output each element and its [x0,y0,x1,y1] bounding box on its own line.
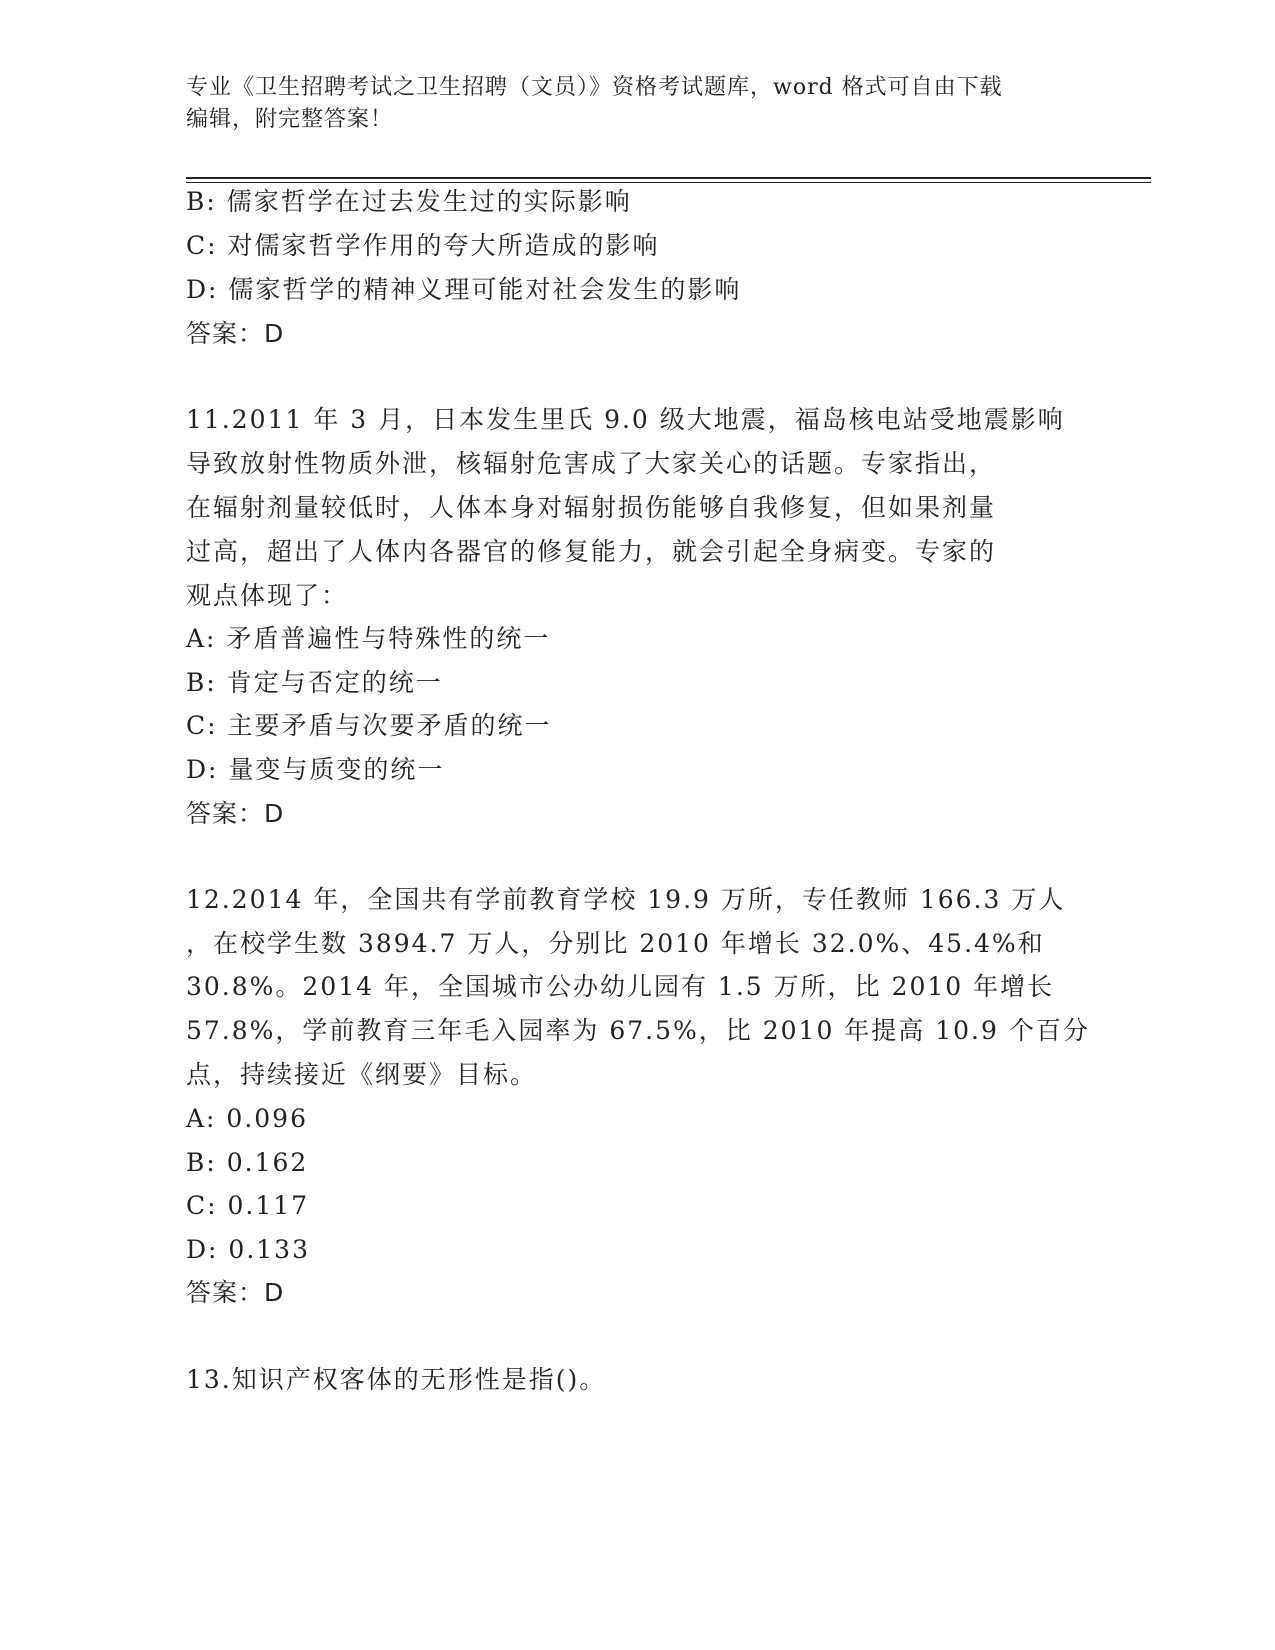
q11-option-b: B: 肯定与否定的统一 [186,668,443,697]
q11-option-a: A: 矛盾普遍性与特殊性的统一 [186,624,551,653]
q11-stem-line-5: 观点体现了： [186,581,349,610]
q12-answer: 答案：D [186,1278,285,1307]
q10-answer: 答案：D [186,319,285,348]
q12-stem-line-1: 12.2014 年，全国共有学前教育学校 19.9 万所，专任教师 166.3 万人 [186,885,1066,914]
q11-stem-line-4: 过高，超出了人体内各器官的修复能力，就会引起全身病变。专家的 [186,537,997,566]
q11-stem-line-2: 导致放射性物质外泄，核辐射危害成了大家关心的话题。专家指出， [186,449,997,478]
header-divider-thin [186,182,1151,183]
q12-stem-line-4: 57.8%，学前教育三年毛入园率为 67.5%，比 2010 年提高 10.9 个百分 [186,1016,1090,1045]
q12-option-d: D: 0.133 [186,1235,310,1264]
q10-option-d: D: 儒家哲学的精神义理可能对社会发生的影响 [186,275,742,304]
q13-stem: 13.知识产权客体的无形性是指()。 [186,1365,607,1394]
header-line-2: 编辑，附完整答案！ [186,107,394,132]
header-line-1: 专业《卫生招聘考试之卫生招聘（文员）》资格考试题库，word 格式可自由下载 [186,75,1003,100]
header-divider-thick [186,177,1151,179]
q12-stem-line-2: ，在校学生数 3894.7 万人，分别比 2010 年增长 32.0%、45.4%和 [186,929,1045,958]
q11-option-c: C: 主要矛盾与次要矛盾的统一 [186,711,552,740]
document-header [186,72,1086,136]
q10-option-c: C: 对儒家哲学作用的夸大所造成的影响 [186,231,660,260]
q11-stem-line-3: 在辐射剂量较低时，人体本身对辐射损伤能够自我修复，但如果剂量 [186,493,997,522]
q12-option-b: B: 0.162 [186,1148,309,1177]
q10-option-b: B: 儒家哲学在过去发生过的实际影响 [186,187,632,216]
q12-option-c: C: 0.117 [186,1191,310,1220]
q12-stem-line-3: 30.8%。2014 年，全国城市公办幼儿园有 1.5 万所，比 2010 年增长 [186,972,1055,1001]
q11-stem-line-1: 11.2011 年 3 月，日本发生里氏 9.0 级大地震，福岛核电站受地震影响 [186,405,1065,434]
q12-option-a: A: 0.096 [186,1104,308,1133]
q11-answer: 答案：D [186,799,285,828]
q12-stem-line-5: 点，持续接近《纲要》目标。 [186,1060,538,1089]
q11-option-d: D: 量变与质变的统一 [186,755,445,784]
